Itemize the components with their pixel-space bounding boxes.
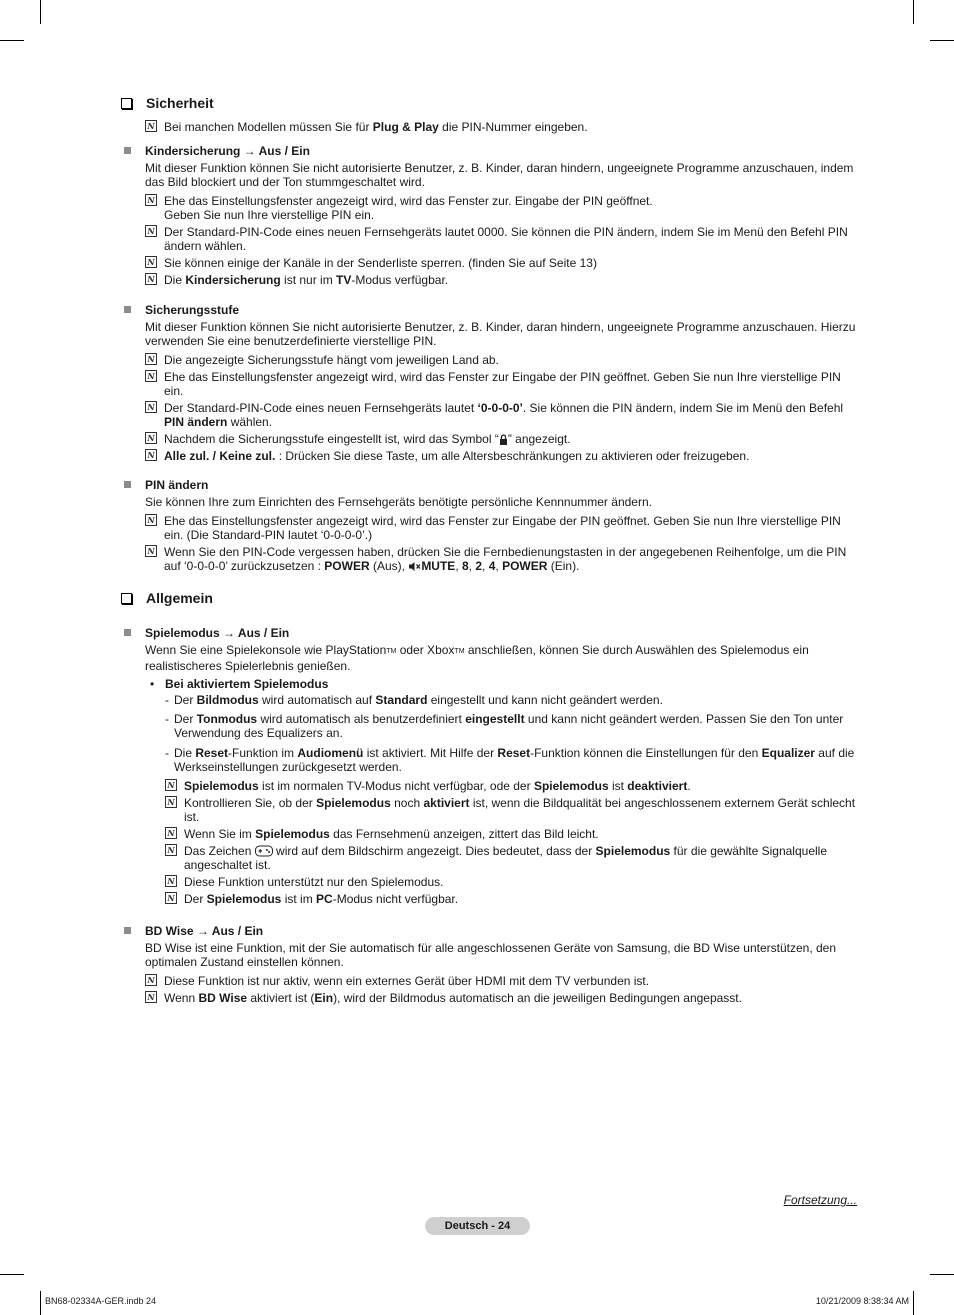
note-icon: N [145, 370, 157, 382]
square-bullet-icon [124, 481, 131, 488]
note-icon: N [145, 353, 157, 365]
note-icon: N [145, 225, 157, 237]
spielemodus-note-3: N Wenn Sie im Spielemodus das Fernsehmenü anzeigen, zittert das Bild leicht. [165, 827, 860, 841]
spielemodus-note-6: N Der Spielemodus ist im PC-Modus nicht verfügbar. [165, 892, 860, 906]
kindersicherung-block [145, 144, 860, 287]
note-icon: N [145, 545, 157, 557]
bullet-heading: Bei aktiviertem Spielemodus [165, 677, 329, 691]
kindersicherung-note-1: N Ehe das Einstellungsfenster angezeigt wird, wird das Fenster zur. Eingabe der PIN geöffnet. Geben Sie nun Ihre vierstellige PIN ein. [145, 194, 860, 222]
sicherungsstufe-block [145, 303, 860, 463]
crop-mark [0, 40, 24, 41]
pin-aendern-note-2: N Wenn Sie den PIN-Code vergessen haben, drücken Sie die Fernbedienungstasten in der angegebenen Reihenfolge, um die PIN auf ‘0-0-0-0’ zurückzusetzen : POWER (Aus), MUTE, 8, 2, 4, POWER (Ein). [145, 545, 860, 573]
note-icon: N [165, 844, 177, 856]
square-bullet-icon [124, 306, 131, 313]
sicherungsstufe-note-3: N Der Standard-PIN-Code eines neuen Fernsehgeräts lautet ‘0-0-0-0’. Sie können die PIN ändern, indem Sie im Menü den Befehl PIN ändern wählen. [145, 401, 860, 429]
page-number-badge: Deutsch - 24 [425, 1217, 530, 1235]
kindersicherung-note-2: N Der Standard-PIN-Code eines neuen Fernsehgeräts lautet 0000. Sie können die PIN ändern, indem Sie im Menü den Befehl PIN ändern wählen. [145, 225, 860, 253]
section-title-sicherheit: Sicherheit [121, 96, 214, 110]
note-icon: N [165, 827, 177, 839]
crop-mark [913, 1291, 914, 1315]
checkbox-square-icon [121, 98, 132, 109]
pin-aendern-block [145, 478, 860, 573]
dash-item-2: - Der Tonmodus wird automatisch als benutzerdefiniert eingestellt und kann nicht geändert werden. Passen Sie den Ton unter Verwendung des Equalizers an. [165, 712, 844, 740]
note-icon: N [145, 449, 157, 461]
bdwise-note-2: N Wenn BD Wise aktiviert ist (Ein), wird der Bildmodus automatisch an die jeweiligen Bedingungen angepasst. [145, 991, 860, 1005]
note-icon: N [145, 432, 157, 444]
section-title-allgemein: Allgemein [121, 591, 213, 605]
bullet-dot-icon: • [150, 677, 155, 691]
note-icon: N [165, 796, 177, 808]
sicherungsstufe-desc: Mit dieser Funktion können Sie nicht autorisierte Benutzer, z. B. Kinder, daran hindern, ungeeignete Programme anzuschauen. Hierzu verwenden Sie eine benutzerdefinierte vierstellige PIN. [145, 320, 856, 348]
kindersicherung-desc: Mit dieser Funktion können Sie nicht autorisierte Benutzer, z. B. Kinder, daran hindern, ungeeignete Programme anzuschauen, indem das Bild blockiert und der Ton stummgeschaltet wird. [145, 161, 854, 189]
note-icon: N [145, 120, 157, 132]
spielemodus-note-2: N Kontrollieren Sie, ob der Spielemodus noch aktiviert ist, wenn die Bildqualität bei angeschlossenem externem Gerät schlecht ist. [165, 796, 860, 824]
kindersicherung-note-4: N Die Kindersicherung ist nur im TV-Modus verfügbar. [145, 273, 860, 287]
spielemodus-note-1: N Spielemodus ist im normalen TV-Modus nicht verfügbar, ode der Spielemodus ist deaktiviert. [165, 779, 860, 793]
note-icon: N [145, 974, 157, 986]
spielemodus-desc: Wenn Sie eine Spielekonsole wie PlayStationTM oder XboxTM anschließen, können Sie durch Auswählen des Spielemodus ein realistischeres Spielerlebnis genießen. [145, 643, 809, 673]
spielemodus-heading: Spielemodus → Aus / Ein [145, 626, 290, 640]
note-icon: N [145, 401, 157, 413]
note-icon: N [145, 991, 157, 1003]
dash-item-3: - Die Reset-Funktion im Audiomenü ist aktiviert. Mit Hilfe der Reset-Funktion können die Einstellungen für den Equalizer auf die Werkseinstellungen zurückgesetzt werden. [165, 746, 855, 774]
lock-icon [499, 434, 508, 445]
bdwise-desc: BD Wise ist eine Funktion, mit der Sie automatisch für alle angeschlossenen Geräte von Samsung, die BD Wise unterstützen, den optimalen Zustand einstellen können. [145, 941, 837, 969]
crop-mark [0, 1274, 24, 1275]
kindersicherung-heading: Kindersicherung → Aus / Ein [145, 144, 310, 158]
crop-mark [930, 40, 954, 41]
bdwise-block [145, 924, 860, 1005]
pin-aendern-heading: PIN ändern [145, 478, 209, 492]
bdwise-heading: BD Wise → Aus / Ein [145, 924, 264, 938]
dash-item-1: - Der Bildmodus wird automatisch auf Standard eingestellt und kann nicht geändert werden. [165, 693, 663, 707]
crop-mark [40, 0, 41, 24]
sicherungsstufe-note-4: N Nachdem die Sicherungsstufe eingestellt ist, wird das Symbol “ ” angezeigt. [145, 432, 860, 446]
file-info: BN68-02334A-GER.indb 24 [45, 1296, 157, 1306]
intro-note: N Bei manchen Modellen müssen Sie für Plug & Play die PIN-Nummer eingeben. [145, 120, 860, 134]
kindersicherung-note-3: N Sie können einige der Kanäle in der Senderliste sperren. (finden Sie auf Seite 13) [145, 256, 860, 270]
note-icon: N [165, 892, 177, 904]
spielemodus-block [145, 626, 860, 673]
crop-mark [40, 1291, 41, 1315]
sicherungsstufe-heading: Sicherungsstufe [145, 303, 240, 317]
note-icon: N [165, 779, 177, 791]
square-bullet-icon [124, 629, 131, 636]
pin-aendern-note-1: N Ehe das Einstellungsfenster angezeigt wird, wird das Fenster zur Eingabe der PIN geöffnet. Geben Sie nun Ihre vierstellige PIN ein. (Die Standard-PIN lautet ‘0-0-0-0’.) [145, 514, 860, 542]
checkbox-square-icon [121, 593, 132, 604]
note-icon: N [145, 256, 157, 268]
square-bullet-icon [124, 147, 131, 154]
mute-icon [408, 561, 421, 572]
note-icon: N [145, 273, 157, 285]
game-controller-icon [255, 845, 273, 857]
spielemodus-note-5: N Diese Funktion unterstützt nur den Spielemodus. [165, 875, 860, 889]
bdwise-note-1: N Diese Funktion ist nur aktiv, wenn ein externes Gerät über HDMI mit dem TV verbunden ist. [145, 974, 860, 988]
square-bullet-icon [124, 927, 131, 934]
note-icon: N [165, 875, 177, 887]
spielemodus-note-4: N Das Zeichen wird auf dem Bildschirm angezeigt. Dies bedeutet, dass der Spielemodus für die gewählte Signalquelle angeschaltet ist. [165, 844, 860, 872]
print-timestamp: 10/21/2009 8:38:34 AM [815, 1296, 909, 1306]
sicherungsstufe-note-5: N Alle zul. / Keine zul. : Drücken Sie diese Taste, um alle Altersbeschränkungen zu aktivieren oder freizugeben. [145, 449, 860, 463]
pin-aendern-desc: Sie können Ihre zum Einrichten des Fernsehgeräts benötigte persönliche Kennnummer ändern. [145, 495, 652, 509]
continued-label: Fortsetzung... [783, 1193, 857, 1207]
note-icon: N [145, 514, 157, 526]
sicherungsstufe-note-1: N Die angezeigte Sicherungsstufe hängt vom jeweiligen Land ab. [145, 353, 860, 367]
crop-mark [930, 1274, 954, 1275]
spielemodus-notes [165, 779, 860, 906]
note-icon: N [145, 194, 157, 206]
crop-mark [913, 0, 914, 24]
sicherungsstufe-note-2: N Ehe das Einstellungsfenster angezeigt wird, wird das Fenster zur Eingabe der PIN geöffnet. Geben Sie nun Ihre vierstellige PIN ein. [145, 370, 860, 398]
